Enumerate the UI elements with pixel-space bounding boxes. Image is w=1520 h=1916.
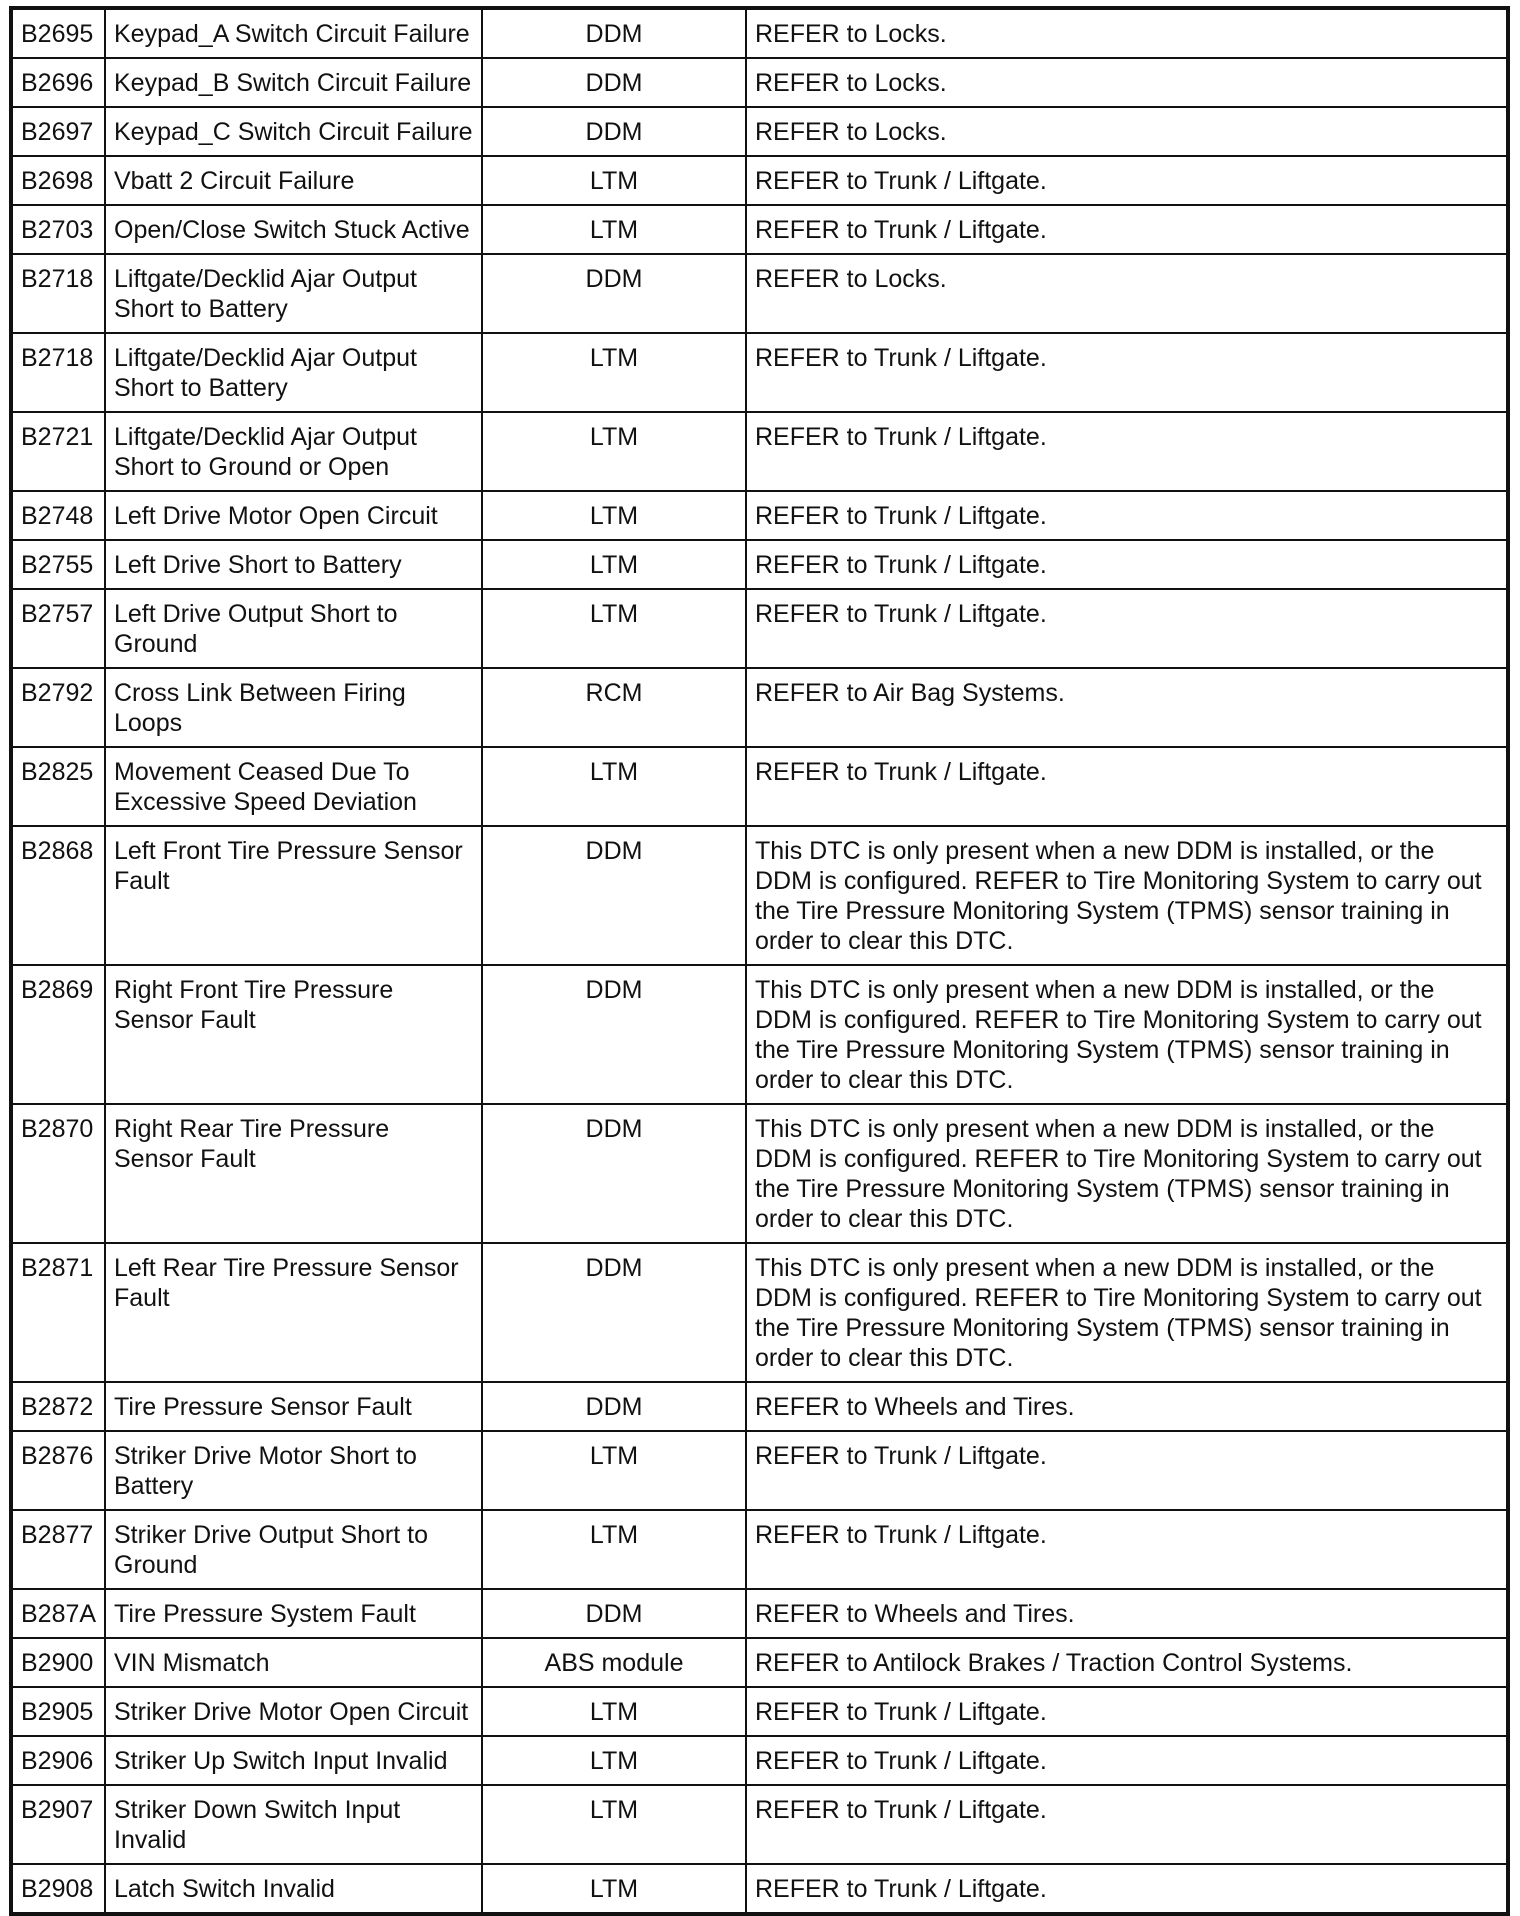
dtc-code-cell: B2718 xyxy=(11,333,105,412)
dtc-code-cell: B2703 xyxy=(11,205,105,254)
dtc-action-cell: REFER to Trunk / Liftgate. xyxy=(746,1864,1508,1914)
table-row xyxy=(11,412,1508,491)
table-row xyxy=(11,747,1508,826)
table-row xyxy=(11,668,1508,747)
table-row xyxy=(11,8,1508,58)
dtc-module-cell: DDM xyxy=(482,965,746,1104)
dtc-code-cell: B2792 xyxy=(11,668,105,747)
dtc-description-cell: Tire Pressure Sensor Fault xyxy=(105,1382,482,1431)
dtc-description-cell: Tire Pressure System Fault xyxy=(105,1589,482,1638)
dtc-code-cell: B2872 xyxy=(11,1382,105,1431)
table-row xyxy=(11,205,1508,254)
table-row xyxy=(11,491,1508,540)
dtc-code-cell: B2907 xyxy=(11,1785,105,1864)
dtc-code-cell: B2870 xyxy=(11,1104,105,1243)
table-row xyxy=(11,58,1508,107)
table-row xyxy=(11,333,1508,412)
table-row xyxy=(11,826,1508,965)
dtc-action-cell: REFER to Air Bag Systems. xyxy=(746,668,1508,747)
dtc-module-cell: LTM xyxy=(482,1785,746,1864)
dtc-module-cell: DDM xyxy=(482,1243,746,1382)
dtc-action-cell: REFER to Locks. xyxy=(746,254,1508,333)
dtc-module-cell: LTM xyxy=(482,412,746,491)
dtc-module-cell: LTM xyxy=(482,1510,746,1589)
dtc-module-cell: RCM xyxy=(482,668,746,747)
table-row xyxy=(11,1736,1508,1785)
dtc-table-container xyxy=(9,6,1506,1916)
dtc-action-cell: REFER to Trunk / Liftgate. xyxy=(746,589,1508,668)
dtc-action-cell: REFER to Trunk / Liftgate. xyxy=(746,333,1508,412)
table-row xyxy=(11,965,1508,1104)
dtc-description-cell: Keypad_A Switch Circuit Failure xyxy=(105,8,482,58)
dtc-action-cell: This DTC is only present when a new DDM is installed, or the DDM is configured. REFER to Tire Monitoring System to carry out the Tire Pressure Monitoring System (TPMS) sensor training in order to clear this DTC. xyxy=(746,1243,1508,1382)
dtc-action-cell: REFER to Trunk / Liftgate. xyxy=(746,1687,1508,1736)
dtc-module-cell: LTM xyxy=(482,1687,746,1736)
table-row xyxy=(11,1104,1508,1243)
dtc-module-cell: LTM xyxy=(482,1431,746,1510)
dtc-description-cell: Left Drive Motor Open Circuit xyxy=(105,491,482,540)
dtc-description-cell: Left Rear Tire Pressure Sensor Fault xyxy=(105,1243,482,1382)
dtc-description-cell: Liftgate/Decklid Ajar Output Short to Battery xyxy=(105,333,482,412)
dtc-code-cell: B2755 xyxy=(11,540,105,589)
dtc-module-cell: LTM xyxy=(482,156,746,205)
dtc-code-cell: B2900 xyxy=(11,1638,105,1687)
dtc-module-cell: LTM xyxy=(482,1736,746,1785)
table-row xyxy=(11,1243,1508,1382)
dtc-code-cell: B287A xyxy=(11,1589,105,1638)
dtc-module-cell: LTM xyxy=(482,589,746,668)
dtc-action-cell: REFER to Trunk / Liftgate. xyxy=(746,205,1508,254)
table-row xyxy=(11,156,1508,205)
dtc-action-cell: REFER to Locks. xyxy=(746,107,1508,156)
dtc-module-cell: LTM xyxy=(482,1864,746,1914)
table-row xyxy=(11,1687,1508,1736)
table-row xyxy=(11,1431,1508,1510)
table-row xyxy=(11,540,1508,589)
dtc-code-cell: B2695 xyxy=(11,8,105,58)
dtc-module-cell: LTM xyxy=(482,205,746,254)
dtc-code-cell: B2869 xyxy=(11,965,105,1104)
table-row xyxy=(11,1785,1508,1864)
dtc-code-cell: B2696 xyxy=(11,58,105,107)
dtc-module-cell: DDM xyxy=(482,826,746,965)
dtc-code-cell: B2698 xyxy=(11,156,105,205)
table-row xyxy=(11,589,1508,668)
dtc-description-cell: Striker Down Switch Input Invalid xyxy=(105,1785,482,1864)
dtc-description-cell: Right Front Tire Pressure Sensor Fault xyxy=(105,965,482,1104)
dtc-action-cell: REFER to Wheels and Tires. xyxy=(746,1589,1508,1638)
dtc-code-cell: B2721 xyxy=(11,412,105,491)
dtc-action-cell: REFER to Trunk / Liftgate. xyxy=(746,1431,1508,1510)
dtc-description-cell: Right Rear Tire Pressure Sensor Fault xyxy=(105,1104,482,1243)
table-row xyxy=(11,1382,1508,1431)
dtc-description-cell: Liftgate/Decklid Ajar Output Short to Ground or Open xyxy=(105,412,482,491)
dtc-code-cell: B2877 xyxy=(11,1510,105,1589)
dtc-description-cell: Keypad_C Switch Circuit Failure xyxy=(105,107,482,156)
dtc-code-cell: B2876 xyxy=(11,1431,105,1510)
dtc-description-cell: Movement Ceased Due To Excessive Speed Deviation xyxy=(105,747,482,826)
dtc-action-cell: REFER to Trunk / Liftgate. xyxy=(746,747,1508,826)
dtc-action-cell: REFER to Trunk / Liftgate. xyxy=(746,412,1508,491)
table-row xyxy=(11,1510,1508,1589)
dtc-module-cell: LTM xyxy=(482,540,746,589)
dtc-module-cell: DDM xyxy=(482,1382,746,1431)
dtc-action-cell: This DTC is only present when a new DDM is installed, or the DDM is configured. REFER to Tire Monitoring System to carry out the Tire Pressure Monitoring System (TPMS) sensor training in order to clear this DTC. xyxy=(746,965,1508,1104)
dtc-module-cell: DDM xyxy=(482,254,746,333)
dtc-action-cell: REFER to Locks. xyxy=(746,8,1508,58)
dtc-description-cell: VIN Mismatch xyxy=(105,1638,482,1687)
dtc-description-cell: Striker Drive Motor Open Circuit xyxy=(105,1687,482,1736)
dtc-action-cell: This DTC is only present when a new DDM is installed, or the DDM is configured. REFER to Tire Monitoring System to carry out the Tire Pressure Monitoring System (TPMS) sensor training in order to clear this DTC. xyxy=(746,826,1508,965)
dtc-description-cell: Cross Link Between Firing Loops xyxy=(105,668,482,747)
dtc-action-cell: REFER to Trunk / Liftgate. xyxy=(746,1785,1508,1864)
dtc-module-cell: DDM xyxy=(482,8,746,58)
dtc-code-cell: B2871 xyxy=(11,1243,105,1382)
dtc-code-cell: B2697 xyxy=(11,107,105,156)
dtc-code-cell: B2905 xyxy=(11,1687,105,1736)
dtc-module-cell: DDM xyxy=(482,58,746,107)
dtc-module-cell: LTM xyxy=(482,747,746,826)
dtc-description-cell: Striker Up Switch Input Invalid xyxy=(105,1736,482,1785)
table-row xyxy=(11,107,1508,156)
table-row xyxy=(11,1864,1508,1914)
dtc-code-cell: B2906 xyxy=(11,1736,105,1785)
dtc-description-cell: Left Drive Output Short to Ground xyxy=(105,589,482,668)
dtc-code-cell: B2748 xyxy=(11,491,105,540)
dtc-description-cell: Striker Drive Output Short to Ground xyxy=(105,1510,482,1589)
dtc-action-cell: REFER to Locks. xyxy=(746,58,1508,107)
dtc-code-cell: B2825 xyxy=(11,747,105,826)
dtc-action-cell: REFER to Trunk / Liftgate. xyxy=(746,540,1508,589)
dtc-description-cell: Liftgate/Decklid Ajar Output Short to Battery xyxy=(105,254,482,333)
dtc-code-cell: B2868 xyxy=(11,826,105,965)
dtc-action-cell: REFER to Trunk / Liftgate. xyxy=(746,1736,1508,1785)
dtc-action-cell: REFER to Trunk / Liftgate. xyxy=(746,156,1508,205)
dtc-module-cell: LTM xyxy=(482,491,746,540)
table-row xyxy=(11,1589,1508,1638)
dtc-description-cell: Left Front Tire Pressure Sensor Fault xyxy=(105,826,482,965)
dtc-table-body xyxy=(11,8,1508,1914)
dtc-description-cell: Keypad_B Switch Circuit Failure xyxy=(105,58,482,107)
dtc-description-cell: Vbatt 2 Circuit Failure xyxy=(105,156,482,205)
dtc-code-cell: B2757 xyxy=(11,589,105,668)
dtc-action-cell: REFER to Antilock Brakes / Traction Control Systems. xyxy=(746,1638,1508,1687)
dtc-code-cell: B2718 xyxy=(11,254,105,333)
dtc-description-cell: Open/Close Switch Stuck Active xyxy=(105,205,482,254)
table-row xyxy=(11,1638,1508,1687)
dtc-action-cell: REFER to Trunk / Liftgate. xyxy=(746,1510,1508,1589)
dtc-code-cell: B2908 xyxy=(11,1864,105,1914)
dtc-description-cell: Latch Switch Invalid xyxy=(105,1864,482,1914)
dtc-module-cell: DDM xyxy=(482,1589,746,1638)
dtc-module-cell: DDM xyxy=(482,1104,746,1243)
dtc-module-cell: DDM xyxy=(482,107,746,156)
dtc-action-cell: REFER to Wheels and Tires. xyxy=(746,1382,1508,1431)
dtc-description-cell: Left Drive Short to Battery xyxy=(105,540,482,589)
dtc-action-cell: REFER to Trunk / Liftgate. xyxy=(746,491,1508,540)
dtc-description-cell: Striker Drive Motor Short to Battery xyxy=(105,1431,482,1510)
dtc-module-cell: LTM xyxy=(482,333,746,412)
dtc-module-cell: ABS module xyxy=(482,1638,746,1687)
dtc-table xyxy=(9,6,1510,1916)
dtc-action-cell: This DTC is only present when a new DDM is installed, or the DDM is configured. REFER to Tire Monitoring System to carry out the Tire Pressure Monitoring System (TPMS) sensor training in order to clear this DTC. xyxy=(746,1104,1508,1243)
table-row xyxy=(11,254,1508,333)
